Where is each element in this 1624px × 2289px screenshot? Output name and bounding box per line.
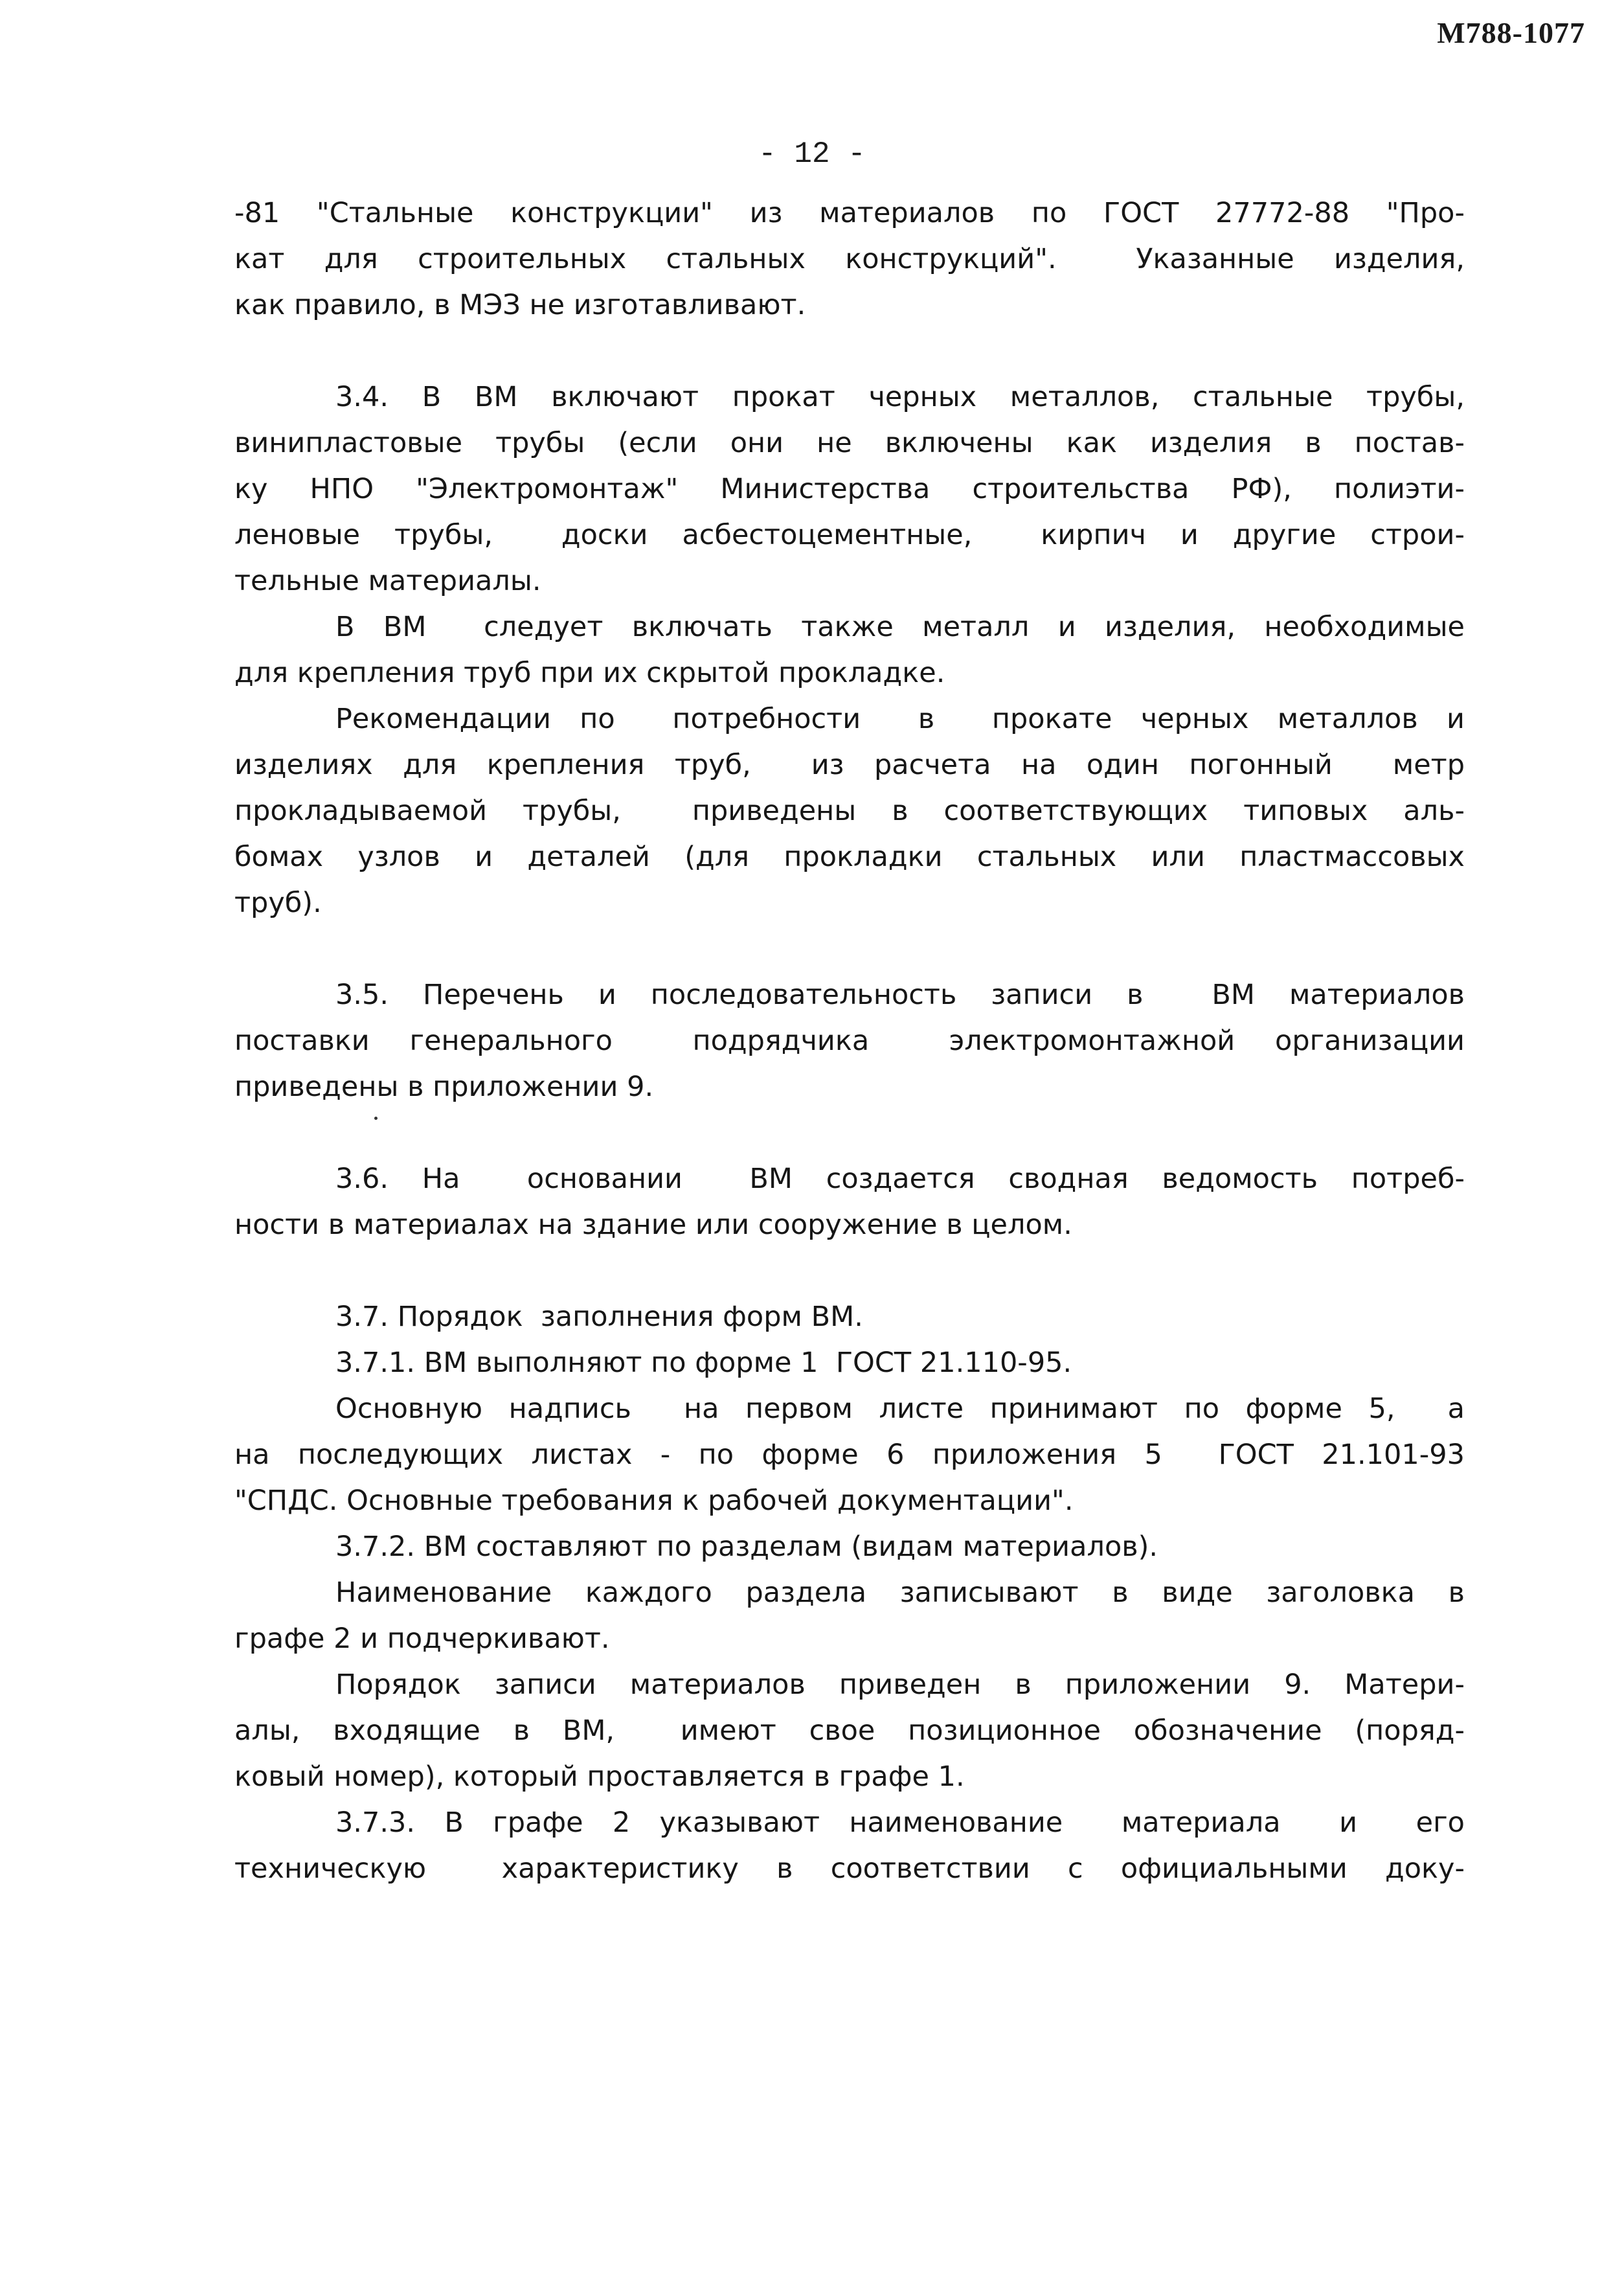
text-line: 3.7.1. ВМ выполняют по форме 1 ГОСТ 21.110-95. [335, 1347, 1072, 1379]
text-line: техническую характеристику в соответствии с официальными доку- [234, 1852, 1465, 1885]
text-line: как правило, в МЭЗ не изготавливают. [234, 289, 806, 321]
text-line: -81 "Стальные конструкции" из материалов по ГОСТ 27772-88 "Про- [234, 197, 1465, 229]
text-line: ковый номер), который проставляется в графе 1. [234, 1760, 965, 1793]
text-line: ку НПО "Электромонтаж" Министерства строительства РФ), полиэти- [234, 473, 1465, 505]
paragraph-gap [234, 1248, 1465, 1294]
text-line: приведены в приложении 9. [234, 1071, 654, 1103]
text-line: ности в материалах на здание или сооружение в целом. [234, 1209, 1072, 1241]
text-line: труб). [234, 887, 322, 919]
text-line: прокладываемой трубы, приведены в соответствующих типовых аль- [234, 795, 1465, 827]
paragraph-gap [234, 328, 1465, 374]
paragraph-gap [234, 1110, 1465, 1156]
text-line: тельные материалы. [234, 565, 541, 597]
text-line: алы, входящие в ВМ, имеют свое позиционное обозначение (поряд- [234, 1714, 1465, 1747]
text-line: бомах узлов и деталей (для прокладки стальных или пластмассовых [234, 841, 1465, 873]
paragraph-gap [234, 926, 1465, 972]
text-line: 3.6. На основании ВМ создается сводная ведомость потреб- [335, 1163, 1465, 1195]
text-line: Рекомендации по потребности в прокате черных металлов и [335, 703, 1465, 735]
document-code: М788-1077 [1437, 16, 1585, 49]
document-body [234, 190, 1465, 1892]
text-line: 3.4. В ВМ включают прокат черных металлов, стальные трубы, [335, 381, 1465, 413]
text-line: для крепления труб при их скрытой прокладке. [234, 657, 945, 689]
text-line: Порядок записи материалов приведен в приложении 9. Матери- [335, 1668, 1465, 1701]
text-line: кат для строительных стальных конструкций". Указанные изделия, [234, 243, 1465, 275]
text-line: Наименование каждого раздела записывают в виде заголовка в [335, 1577, 1465, 1609]
text-line: на последующих листах - по форме 6 приложения 5 ГОСТ 21.101-93 [234, 1439, 1465, 1471]
text-line: графе 2 и подчеркивают. [234, 1623, 610, 1655]
text-line: Основную надпись на первом листе принимают по форме 5, а [335, 1393, 1465, 1425]
text-line: 3.5. Перечень и последовательность записи в ВМ материалов [335, 979, 1465, 1011]
text-line: поставки генерального подрядчика электромонтажной организации [234, 1025, 1465, 1057]
text-line: В ВМ следует включать также металл и изделия, необходимые [335, 611, 1465, 643]
text-line: 3.7. Порядок заполнения форм ВМ. [335, 1301, 863, 1333]
text-line: 3.7.3. В графе 2 указывают наименование материала и его [335, 1806, 1465, 1839]
text-line: 3.7.2. ВМ составляют по разделам (видам материалов). [335, 1531, 1158, 1563]
text-line: винипластовые трубы (если они не включены как изделия в постав- [234, 427, 1465, 459]
text-line: изделиях для крепления труб, из расчета на один погонный метр [234, 749, 1465, 781]
page-number: - 12 - [758, 137, 866, 171]
text-line: леновые трубы, доски асбестоцементные, кирпич и другие строи- [234, 519, 1465, 551]
text-line: "СПДС. Основные требования к рабочей документации". [234, 1485, 1074, 1517]
